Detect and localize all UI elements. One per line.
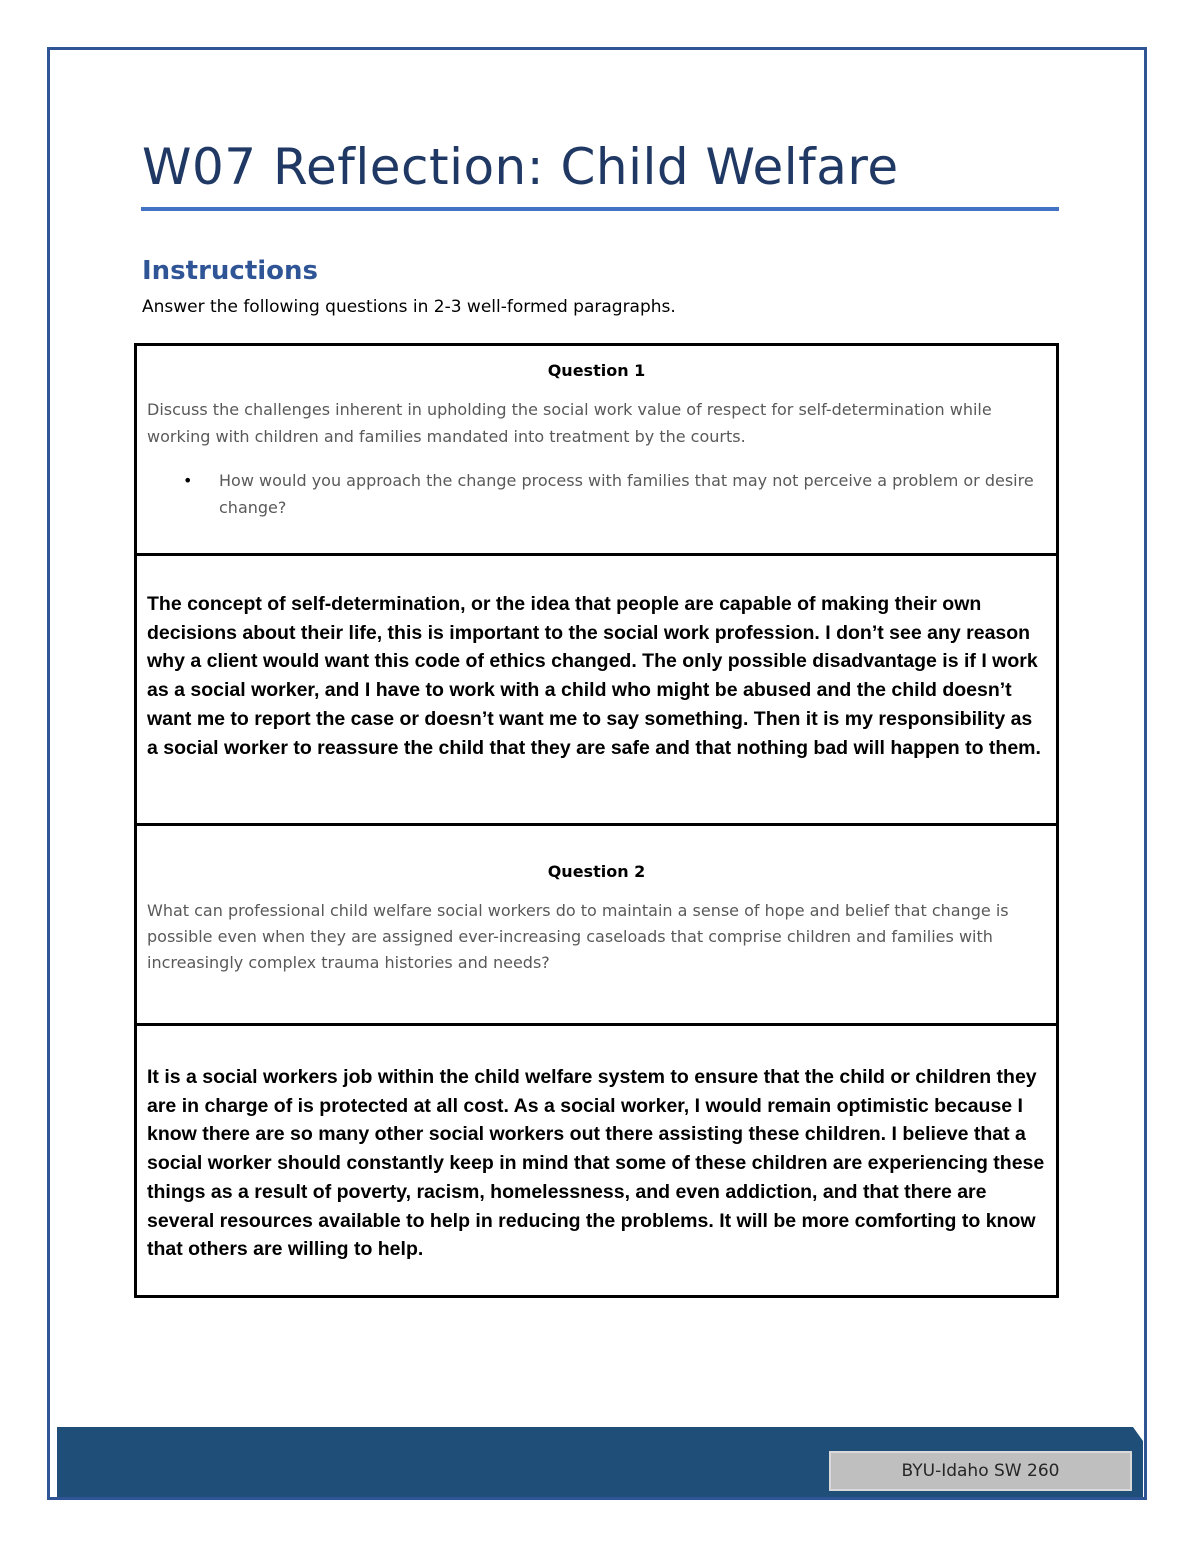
questions-table bbox=[134, 343, 1059, 1298]
question-1-cell bbox=[137, 346, 1056, 556]
question-2-label: Question 2 bbox=[547, 862, 646, 881]
answer-1-text: The concept of self-determination, or the idea that people are capable of making their own decisions about their life, this is important to the social work profession. I don’t see any reason why a client would want this code of ethics changed. The only possible disadvantage is if I work as a social worker, and I have to work with a child who might be abused and the child doesn’t want me to report the case or doesn’t want me to say something. Then it is my responsibility as a social worker to reassure the child that they are safe and that nothing bad will happen to them. bbox=[147, 593, 1041, 759]
question-1-label: Question 1 bbox=[547, 361, 646, 380]
title-underline bbox=[141, 207, 1059, 211]
question-2-prompt: What can professional child welfare social workers do to maintain a sense of hope and belief that change is possible even when they are assigned ever-increasing caseloads that comprise children and families with increasingly complex trauma histories and needs? bbox=[147, 901, 1009, 972]
answer-2-cell bbox=[137, 1026, 1056, 1295]
question-2-cell bbox=[137, 826, 1056, 1026]
page-title: W07 Reflection: Child Welfare bbox=[142, 138, 899, 196]
answer-1-cell bbox=[137, 556, 1056, 826]
question-1-bullet bbox=[183, 467, 1046, 521]
instructions-heading: Instructions bbox=[142, 256, 319, 286]
answer-2-text: It is a social workers job within the child welfare system to ensure that the child or children they are in charge of is protected at all cost. As a social worker, I would remain optimistic because I know there are so many other social workers out there assisting these children. I believe that a social worker should constantly keep in mind that some of these children are experiencing these things as a result of poverty, racism, homelessness, and even addiction, and that there are several resources available to help in reducing the problems. It will be more comforting to know that others are willing to help. bbox=[147, 1066, 1045, 1261]
footer-course-label: BYU-Idaho SW 260 bbox=[829, 1451, 1132, 1491]
question-1-bullet-text: How would you approach the change process with families that may not perceive a problem or desire change? bbox=[219, 471, 1034, 517]
instructions-text: Answer the following questions in 2-3 well-formed paragraphs. bbox=[142, 297, 676, 317]
bullet-icon: • bbox=[183, 471, 193, 490]
question-1-prompt: Discuss the challenges inherent in upholding the social work value of respect for self-determination while working with children and families mandated into treatment by the courts. bbox=[147, 400, 992, 446]
